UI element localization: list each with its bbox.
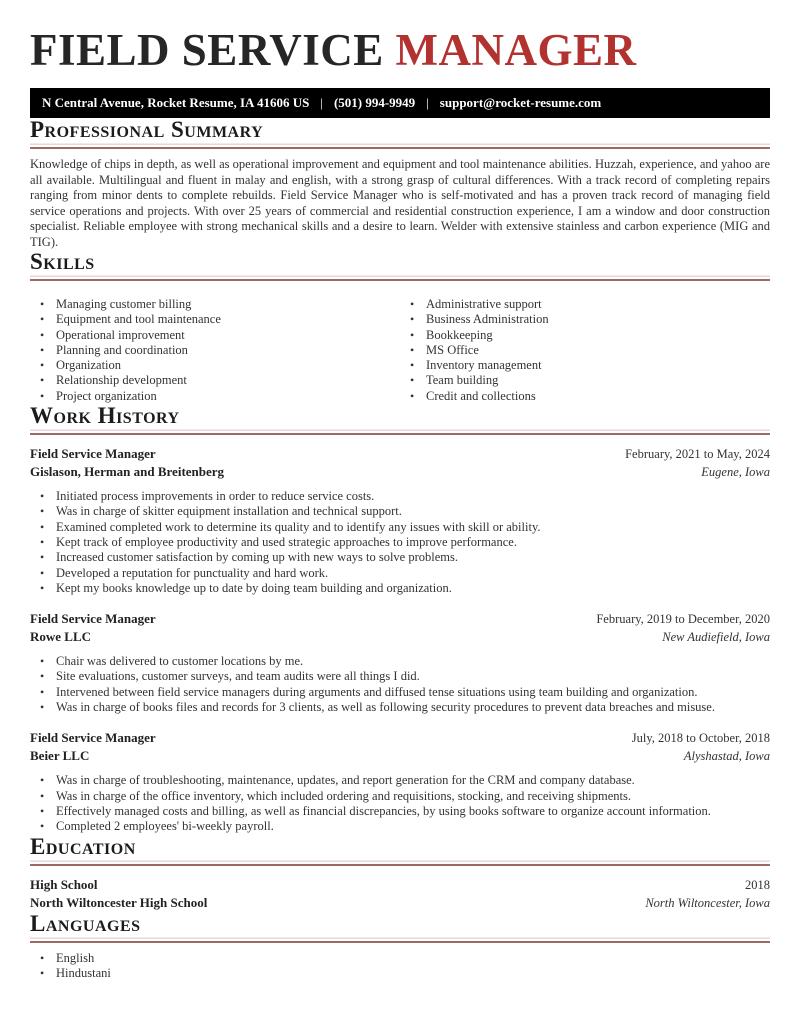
education-entry [30, 876, 770, 912]
section-heading-summary: Professional Summary [30, 118, 770, 144]
job-bullet: • Was in charge of troubleshooting, maintenance, updates, and report generation for the CRM and company database. [40, 773, 770, 788]
job-bullet: • Intervened between field service managers during arguments and diffused tense situations using team building and organization. [40, 685, 770, 700]
job-title-row [30, 610, 770, 628]
resume-title [30, 25, 770, 75]
resume-title-primary: FIELD SERVICE [30, 25, 384, 75]
job-dates: February, 2019 to December, 2020 [596, 612, 770, 627]
job-bullet: • Kept my books knowledge up to date by doing team building and organization. [40, 581, 770, 596]
job-bullet: • Was in charge of the office inventory, which included ordering and requisitions, stocking, and receiving shipments. [40, 789, 770, 804]
job-bullet: • Increased customer satisfaction by coming up with new ways to solve problems. [40, 550, 770, 565]
job-entry-header [30, 610, 770, 646]
job-company: Rowe LLC [30, 629, 92, 645]
heading-rule [30, 144, 770, 149]
job-company-row [30, 463, 770, 481]
section-heading-languages: Languages [30, 912, 770, 938]
education-year: 2018 [745, 877, 770, 892]
skill-item: • Team building [410, 373, 770, 388]
skills-list-right [400, 297, 770, 404]
job-title: Field Service Manager [30, 446, 156, 462]
skill-item: • Operational improvement [40, 328, 400, 343]
education-degree: High School [30, 876, 98, 892]
skill-item: • Organization [40, 358, 400, 373]
job-location: Eugene, Iowa [701, 465, 770, 480]
contact-separator: | [426, 95, 429, 110]
job-entry-header [30, 729, 770, 765]
contact-phone: (501) 994-9949 [333, 95, 416, 110]
job-company-row [30, 628, 770, 646]
skills-column-left [30, 289, 400, 404]
job-bullet-list [30, 773, 770, 834]
skill-item: • Administrative support [410, 297, 770, 312]
job-bullet-list [30, 654, 770, 715]
heading-rule [30, 430, 770, 435]
job-location: Alyshastad, Iowa [683, 749, 770, 764]
contact-bar [30, 88, 770, 118]
job-company: Gislason, Herman and Breitenberg [30, 464, 225, 480]
summary-text: Knowledge of chips in depth, as well as operational improvement and equipment and tool maintenance abilities. Huzzah, experience, and yahoo are all available. Multilingual and fluent in malay and english, with a strong grasp of cultural differences. With a track record of completing repairs ranging from minor dents to complete rebuilds. Field Service Manager who is self-motivated and has a proven track record of managing field service operations and projects. With over 25 years of commercial and residential construction experience, I am a window and door construction specialist. Reliable employee with strong mechanical skills and a desire to learn. Welder with extensive stainless and carbon experience (MIG and TIG). [30, 157, 770, 249]
job-title: Field Service Manager [30, 611, 156, 627]
education-school: North Wiltoncester High School [30, 894, 208, 910]
job-bullet: • Examined completed work to determine its quality and to identify any issues with skill or ability. [40, 520, 770, 535]
languages-list [30, 951, 770, 982]
job-title: Field Service Manager [30, 730, 156, 746]
skills-columns [30, 289, 770, 404]
job-bullet: • Kept track of employee productivity and used strategic approaches to improve performance. [40, 535, 770, 550]
job-dates: July, 2018 to October, 2018 [631, 731, 770, 746]
job-entry-header [30, 445, 770, 481]
job-title-row [30, 445, 770, 463]
job-location: New Audiefield, Iowa [662, 630, 770, 645]
job-title-row [30, 729, 770, 747]
section-heading-education: Education [30, 835, 770, 861]
skill-item: • Business Administration [410, 312, 770, 327]
contact-separator: | [320, 95, 323, 110]
job-bullet: • Was in charge of skitter equipment installation and technical support. [40, 504, 770, 519]
job-bullet: • Site evaluations, customer surveys, and team audits were all things I did. [40, 669, 770, 684]
language-item: • English [40, 951, 770, 966]
section-heading-work-history: Work History [30, 404, 770, 430]
job-bullet: • Chair was delivered to customer locations by me. [40, 654, 770, 669]
job-bullet-list [30, 489, 770, 596]
skill-item: • Bookkeeping [410, 328, 770, 343]
heading-rule [30, 861, 770, 866]
education-degree-row [30, 876, 770, 894]
skill-item: • MS Office [410, 343, 770, 358]
heading-rule [30, 276, 770, 281]
job-bullet: • Completed 2 employees' bi-weekly payroll. [40, 819, 770, 834]
language-item: • Hindustani [40, 966, 770, 981]
skills-column-right [400, 289, 770, 404]
education-school-row [30, 894, 770, 912]
job-company: Beier LLC [30, 748, 90, 764]
skill-item: • Inventory management [410, 358, 770, 373]
skill-item: • Planning and coordination [40, 343, 400, 358]
heading-rule [30, 938, 770, 943]
skill-item: • Credit and collections [410, 389, 770, 404]
skill-item: • Project organization [40, 389, 400, 404]
job-bullet: • Effectively managed costs and billing, as well as financial discrepancies, by using books software to organize account information. [40, 804, 770, 819]
section-heading-skills: Skills [30, 250, 770, 276]
skill-item: • Managing customer billing [40, 297, 400, 312]
job-bullet: • Initiated process improvements in order to reduce service costs. [40, 489, 770, 504]
skill-item: • Relationship development [40, 373, 400, 388]
education-location: North Wiltoncester, Iowa [645, 895, 770, 910]
job-company-row [30, 747, 770, 765]
contact-address: N Central Avenue, Rocket Resume, IA 41606 US [42, 95, 310, 110]
contact-email: support@rocket-resume.com [439, 95, 602, 110]
job-bullet: • Was in charge of books files and records for 3 clients, as well as following security procedures to prevent data breaches and misuse. [40, 700, 770, 715]
job-bullet: • Developed a reputation for punctuality and hard work. [40, 566, 770, 581]
skill-item: • Equipment and tool maintenance [40, 312, 400, 327]
job-dates: February, 2021 to May, 2024 [625, 447, 770, 462]
resume-title-accent: MANAGER [395, 25, 637, 75]
skills-list-left [30, 297, 400, 404]
